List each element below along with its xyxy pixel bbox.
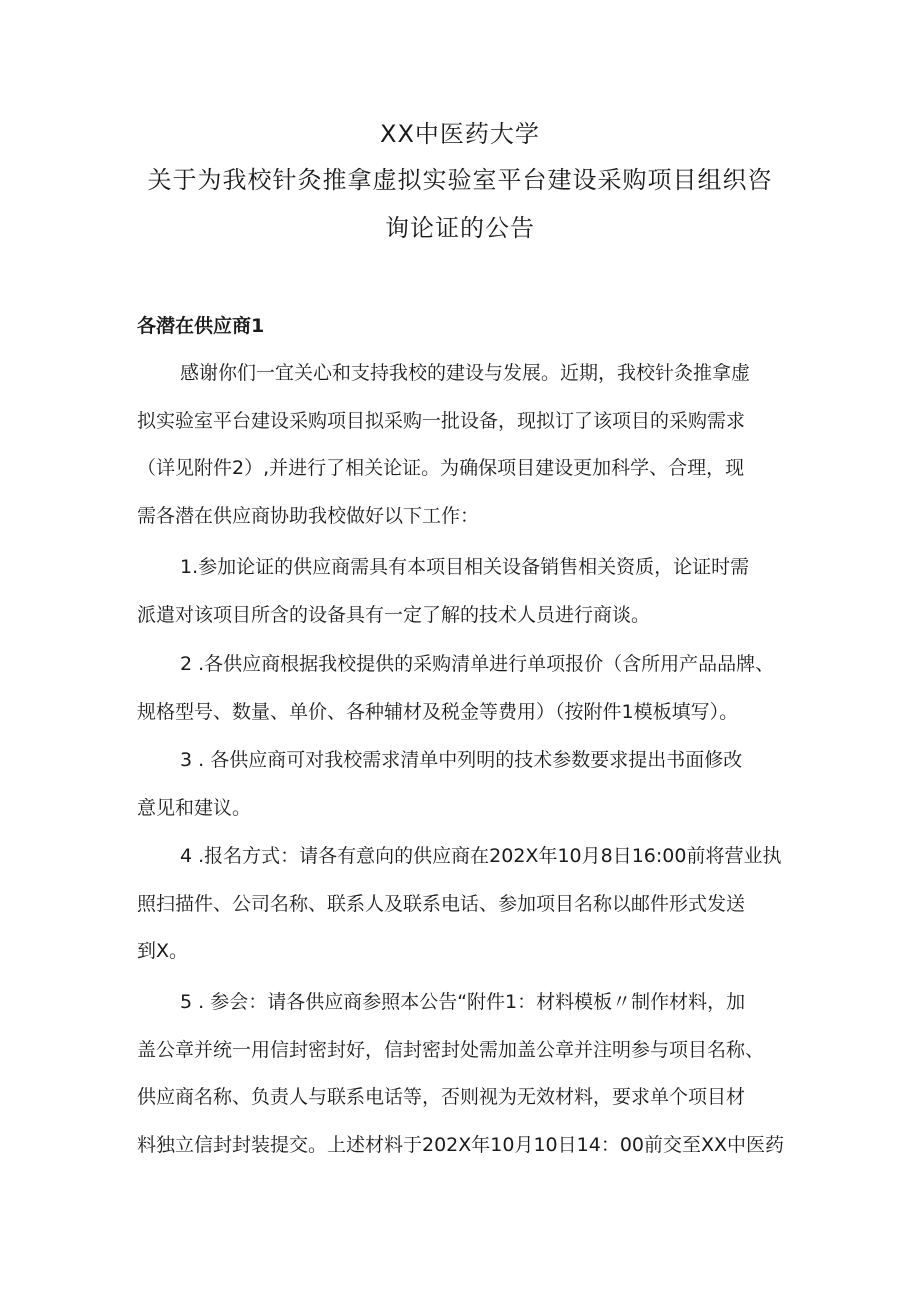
item-3 bbox=[137, 737, 787, 832]
item-4 bbox=[137, 833, 787, 976]
paragraph-line: 照扫描件、公司名称、联系人及联系电话、参加项目名称以邮件形式发送 bbox=[137, 892, 746, 915]
paragraph-line: 拟实验室平台建设采购项目拟采购一批设备，现拟订了该项目的采购需求 bbox=[137, 409, 746, 432]
paragraph-line: 盖公章并统一用信封密封好，信封密封处需加盖公章并注明参与项目名称、 bbox=[137, 1038, 765, 1061]
paragraph-line: 3 . 各供应商可对我校需求清单中列明的技术参数要求提出书面修改 bbox=[180, 749, 743, 771]
item-5 bbox=[137, 979, 787, 1169]
paragraph-line: 到X。 bbox=[137, 940, 189, 962]
paragraph-line: 派遣对该项目所含的设备具有一定了解的技术人员进行商谈。 bbox=[137, 603, 651, 626]
paragraph-line: 料独立信封封装提交。上述材料于202X年10月10日14：00前交至XX中医药 bbox=[137, 1133, 785, 1156]
intro-paragraph bbox=[137, 350, 787, 540]
title-line-3: 询论证的公告 bbox=[385, 214, 535, 242]
paragraph-line: （详见附件2）,并进行了相关论证。为确保项目建设更加科学、合理，现 bbox=[137, 457, 745, 479]
paragraph-line: 感谢你们一宜关心和支持我校的建设与发展。近期，我校针灸推拿虚 bbox=[180, 362, 751, 384]
paragraph-line: 供应商名称、负责人与联系电话等，否则视为无效材料，要求单个项目材 bbox=[137, 1086, 746, 1108]
paragraph-line: 意见和建议。 bbox=[137, 796, 252, 819]
item-2 bbox=[137, 641, 787, 736]
title-line-2: 关于为我校针灸推拿虚拟实验室平台建设采购项目组织咨 bbox=[147, 166, 773, 194]
item-1 bbox=[137, 544, 787, 639]
paragraph-line: 规格型号、数量、单价、各种辅材及税金等费用）（按附件1模板填写）。 bbox=[137, 700, 739, 723]
paragraph-line: 2 .各供应商根据我校提供的采购清单进行单项报价（含所用产品品牌、 bbox=[180, 653, 775, 675]
title-university: XX中医药大学 bbox=[380, 120, 540, 148]
paragraph-line: 需各潜在供应商协助我校做好以下工作： bbox=[137, 504, 480, 527]
paragraph-line: 4 .报名方式：请各有意向的供应商在202X年10月8日16:00前将营业执 bbox=[180, 845, 782, 867]
paragraph-line: 1.参加论证的供应商需具有本项目相关设备销售相关资质，论证时需 bbox=[180, 556, 750, 578]
paragraph-line: 5 . 参会：请各供应商参照本公告“附件1：材料模板〃制作材料，加 bbox=[180, 991, 746, 1013]
salutation: 各潜在供应商1 bbox=[137, 315, 265, 337]
